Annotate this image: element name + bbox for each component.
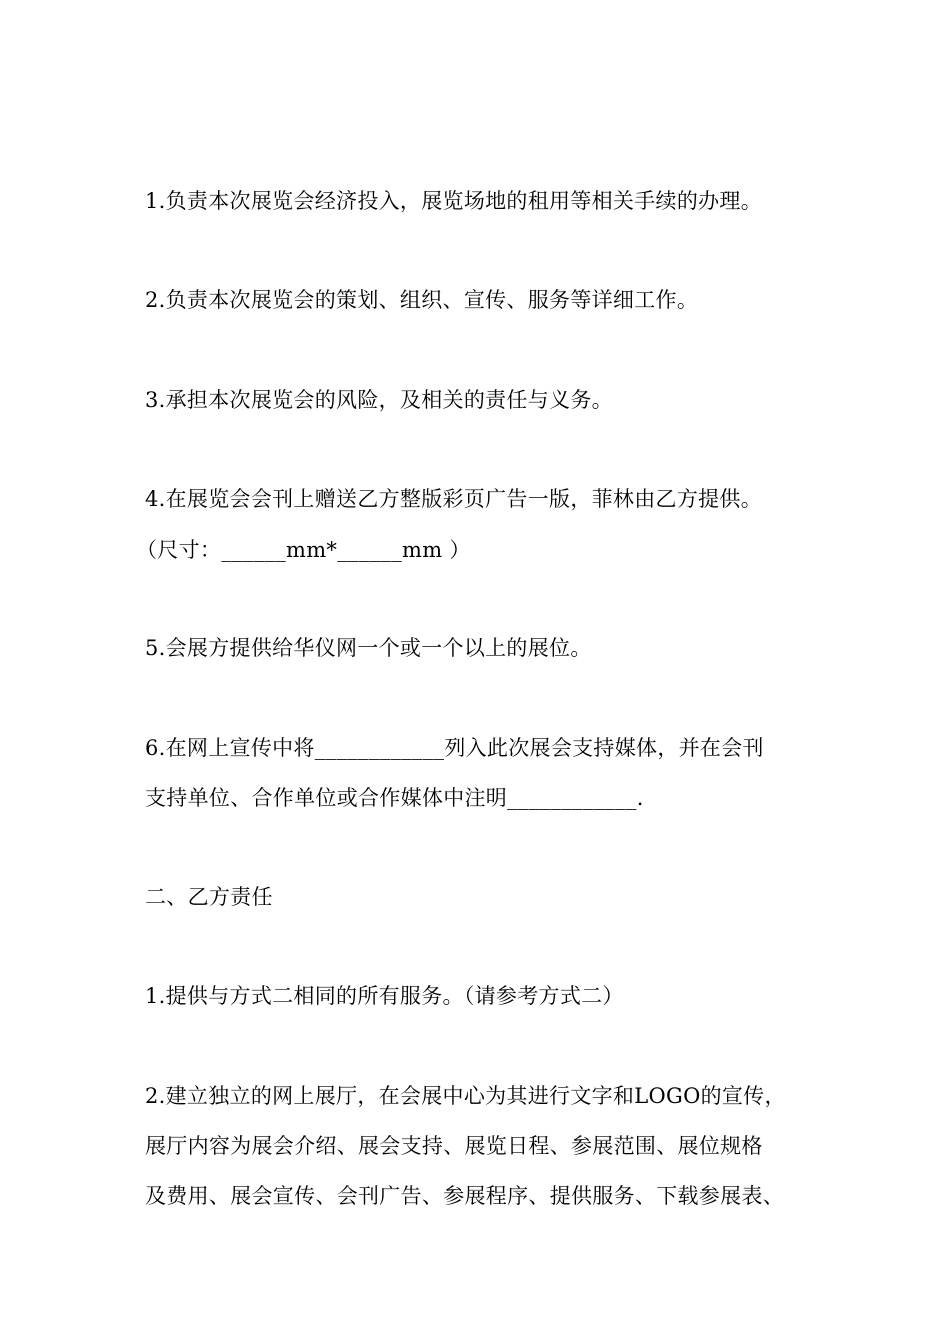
paragraph-responsibility-2: 2.负责本次展览会的策划、组织、宣传、服务等详细工作。 [145, 288, 699, 312]
paragraph-party-b-2-line-1: 2.建立独立的网上展厅，在会展中心为其进行文字和LOGO的宣传， [145, 1084, 786, 1108]
paragraph-party-b-1: 1.提供与方式二相同的所有服务。（请参考方式二） [145, 984, 624, 1008]
paragraph-responsibility-1: 1.负责本次展览会经济投入，展览场地的租用等相关手续的办理。 [145, 189, 763, 213]
paragraph-responsibility-6-line-1: 6.在网上宣传中将____________列入此次展会支持媒体，并在会刊 [145, 736, 764, 760]
paragraph-party-b-2-line-2: 展厅内容为展会介绍、展会支持、展览日程、参展范围、展位规格 [145, 1134, 763, 1158]
paragraph-responsibility-6-line-2: 支持单位、合作单位或合作媒体中注明____________. [145, 786, 644, 810]
paragraph-responsibility-4-line-2: （尺寸：______mm*______mm ） [136, 538, 471, 562]
section-heading-party-b: 二、乙方责任 [145, 885, 273, 909]
paragraph-party-b-2-line-3: 及费用、展会宣传、会刊广告、参展程序、提供服务、下载参展表、 [145, 1184, 784, 1208]
paragraph-responsibility-4-line-1: 4.在展览会会刊上赠送乙方整版彩页广告一版，菲林由乙方提供。 [145, 487, 763, 511]
paragraph-responsibility-5: 5.会展方提供给华仪网一个或一个以上的展位。 [145, 636, 592, 660]
paragraph-responsibility-3: 3.承担本次展览会的风险，及相关的责任与义务。 [145, 388, 613, 412]
